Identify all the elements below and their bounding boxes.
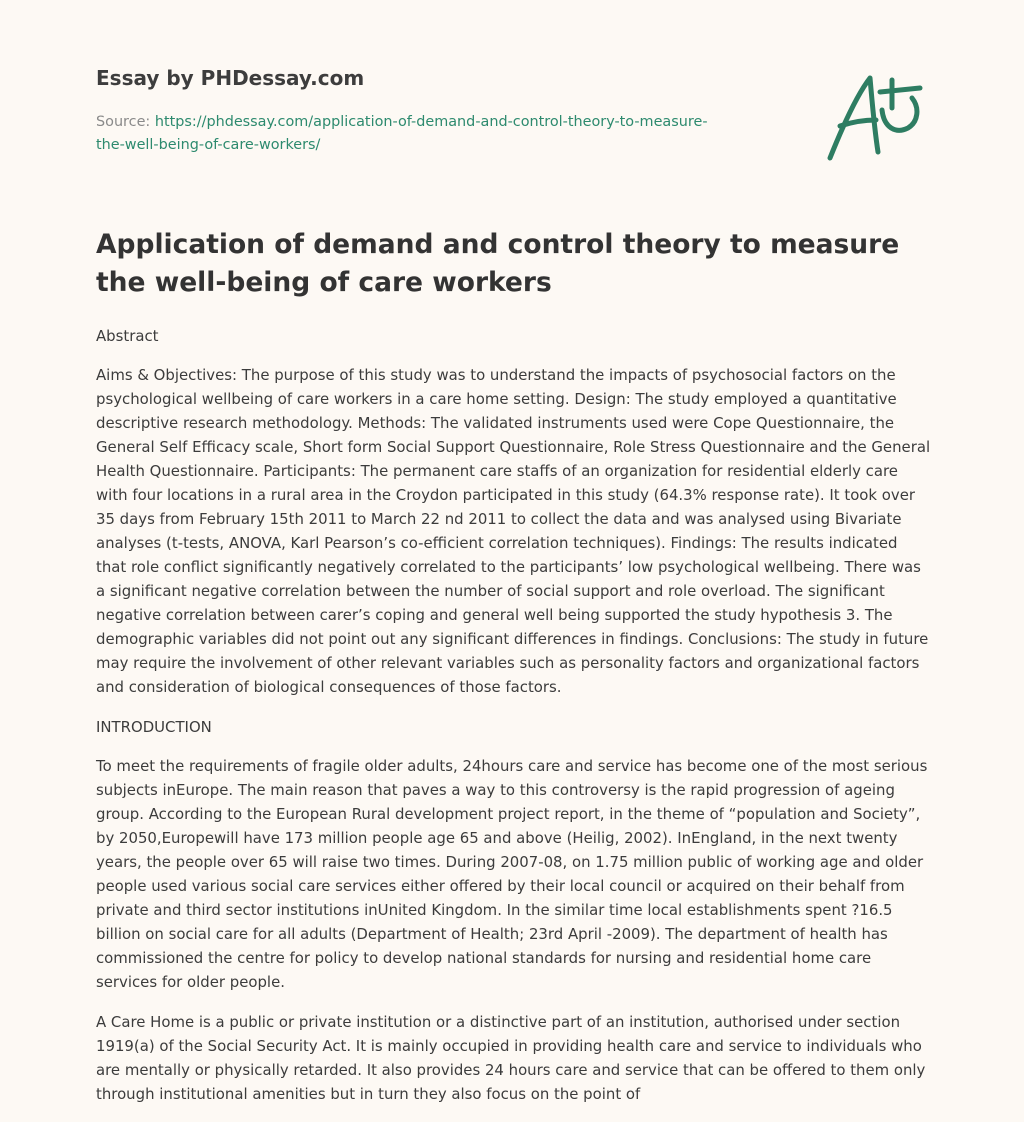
intro-paragraph-1: To meet the requirements of fragile older adults, 24hours care and service has become one of the most serious subjects inEurope. The main reason that paves a way to this controversy is the rapid progression of ageing group. According to the European Rural development project report, in the theme of “population and Society”, by 2050,Europewill have 173 million people age 65 and above (Heilig, 2002). InEngland, in the next twenty years, the people over 65 will raise two times. During 2007-08, on 1.75 million public of working age and older people used various social care services either offered by their local council or acquired on their behalf from private and third sector institutions inUnited Kingdom. In the similar time local establishments spent ?16.5 billion on social care for all adults (Department of Health; 23rd April -2009). The department of health has commissioned the centre for policy to develop national standards for nursing and residential home care services for older people. [96,757,928,991]
page-header [96,64,756,157]
source-link-line-2[interactable]: the-well-being-of-care-workers/ [96,137,321,153]
source-label: Source: [96,114,151,130]
intro-paragraph-2: A Care Home is a public or private institution or a distinctive part of an institution, authorised under section 1919(a) of the Social Security Act. It is mainly occupied in providing health care and service to individuals who are mentally or physically retarded. It also provides 24 hours care and service that can be offered to them only through institutional amenities but in turn they also focus on the point of [96,1013,926,1103]
source-link-line-1[interactable]: https://phdessay.com/application-of-demand-and-control-theory-to-measure- [154,114,708,130]
introduction-heading: INTRODUCTION [96,718,212,736]
essay-body [96,324,932,1122]
essay-title: Application of demand and control theory to measure the well-being of care workers [96,229,900,298]
abstract-paragraph: Aims & Objectives: The purpose of this study was to understand the impacts of psychosocial factors on the psychological wellbeing of care workers in a care home setting. Design: The study employed a quantitative descriptive research methodology. Methods: The validated instruments used were Cope Questionnaire, the General Self Efficacy scale, Short form Social Support Questionnaire, Role Stress Questionnaire and the General Health Questionnaire. Participants: The permanent care staffs of an organization for residential elderly care with four locations in a rural area in the Croydon participated in this study (64.3% response rate). It took over 35 days from February 15th 2011 to March 22 nd 2011 to collect the data and was analysed using Bivariate analyses (t-tests, ANOVA, Karl Pearson’s co-efficient correlation techniques). Findings: The results indicated that role conflict significantly negatively correlated to the participants’ low psychological wellbeing. There was a significant negative correlation between the number of social support and role overload. The significant negative correlation between carer’s coping and general well being supported the study hypothesis 3. The demographic variables did not point out any significant differences in findings. Conclusions: The study in future may require the involvement of other relevant variables such as personality factors and organizational factors and consideration of biological consequences of those factors. [96,366,931,696]
site-brand: Essay by PHDessay.com [96,66,365,90]
source-line [96,111,756,157]
a-plus-logo-graphic [822,68,926,164]
a-plus-logo [822,68,926,164]
source-link[interactable] [96,114,708,153]
abstract-heading: Abstract [96,327,159,345]
